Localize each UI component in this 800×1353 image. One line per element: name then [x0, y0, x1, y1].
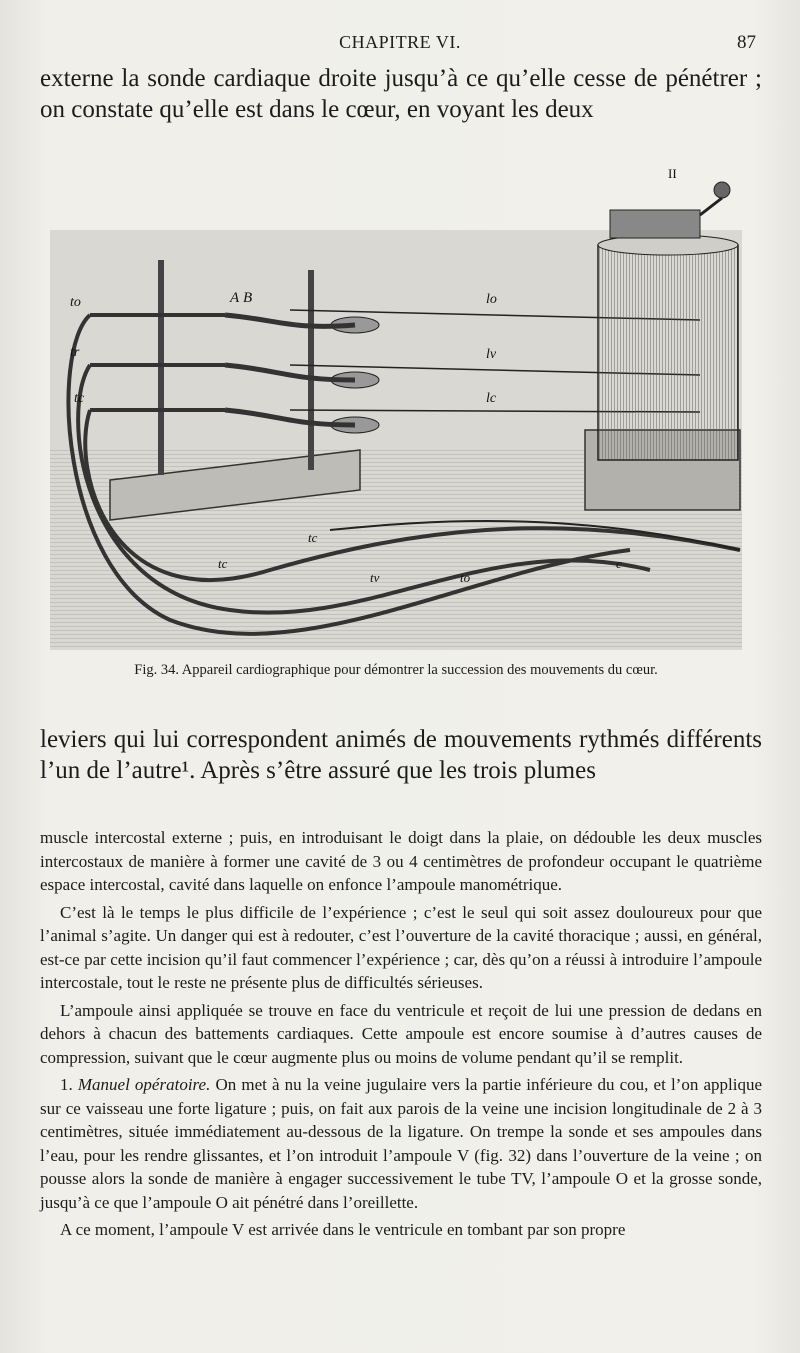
figure-cardiograph [50, 150, 742, 690]
label-to-bottom: to [460, 570, 471, 585]
label-tr-left: tr [70, 345, 80, 360]
label-lo: lo [486, 292, 497, 307]
paragraph-2: C’est là le temps le plus difficile de l’expérience ; c’est le seul qui soit assez douloureux pour que l’animal s’agite. Un danger qui est à redouter, c’est l’ouverture de la cavité thoracique ; aussi, en général, est-ce par cette incision qu’il faut commencer l’expérience ; car, dès qu’on a réussi à introduire l’ampoule intercostale, tout le reste ne présente plus de difficultés sérieuses. [40, 902, 762, 992]
label-lv: lv [486, 347, 497, 362]
top-paragraph: externe la sonde cardiaque droite jusqu’à ce qu’elle cesse de pénétrer ; on constate qu’elle est dans le cœur, en voyant les deux [40, 65, 762, 123]
label-a: A [230, 290, 240, 306]
label-tc-bottom-1: tc [308, 530, 318, 545]
label-lc: lc [486, 391, 497, 406]
cardiograph-illustration [50, 150, 742, 660]
running-header [40, 32, 760, 58]
label-to-left: to [70, 295, 81, 310]
recording-drum [598, 245, 738, 460]
paragraph-4 [40, 1073, 762, 1214]
middle-paragraph: leviers qui lui correspondent animés de mouvements rythmés différents l’un de l’autre¹. Après s’être assuré que les trois plumes [40, 726, 762, 784]
label-tv-bottom: tv [370, 570, 380, 585]
label-tc-bottom-2: tc [218, 556, 228, 571]
paragraph-4-text: On met à nu la veine jugulaire vers la partie inférieure du cou, et l’on applique sur ce vaisseau une forte ligature ; puis, on fait aux parois de la veine une incision longitudinale de 2 à 3 centimètres, située immédiatement au-dessous de la ligature. On trempe la sonde et ses ampoules dans l’eau, pour les rendre glissantes, et l’on introduit l’ampoule V (fig. 32) dans l’ouverture de la veine ; on pousse alors la sonde de manière à engager successivement le tube TV, l’ampoule O et la grosse sonde, jusqu’à ce que l’ampoule O ait pénétré dans l’oreillette. [40, 1075, 762, 1212]
paragraph-5: A ce moment, l’ampoule V est arrivée dans le ventricule en tombant par son propre [60, 1220, 626, 1239]
chapter-title: CHAPITRE VI. [339, 32, 461, 52]
stand-a [158, 260, 164, 475]
label-tc-left: tc [74, 391, 85, 406]
label-c: c [616, 556, 622, 571]
paragraph-4-number: 1. [60, 1075, 73, 1094]
paragraph-4-title: Manuel opératoire. [77, 1075, 211, 1094]
body-text [40, 826, 762, 1242]
paragraph-1: muscle intercostal externe ; puis, en introduisant le doigt dans la plaie, on dédouble les deux muscles intercostaux de manière à former une cavité de 3 ou 4 centimètres de profondeur occupant le quatrième espace intercostal, cavité dans laquelle on enfonce l’ampoule manométrique. [40, 828, 762, 894]
label-b: B [243, 290, 253, 306]
stand-b [308, 270, 314, 470]
label-ii: II [668, 166, 677, 181]
page-number: 87 [737, 32, 756, 53]
figure-caption: Fig. 34. Appareil cardiographique pour démontrer la succession des mouvements du cœur. [134, 662, 658, 678]
paragraph-3: L’ampoule ainsi appliquée se trouve en face du ventricule et reçoit de lui une pression de dedans en dehors à chacun des battements cardiaques. Cette ampoule est encore soumise à d’autres causes de compression, suivant que le cœur augmente plus ou moins de volume pendant qu’il se remplit. [40, 1000, 762, 1067]
